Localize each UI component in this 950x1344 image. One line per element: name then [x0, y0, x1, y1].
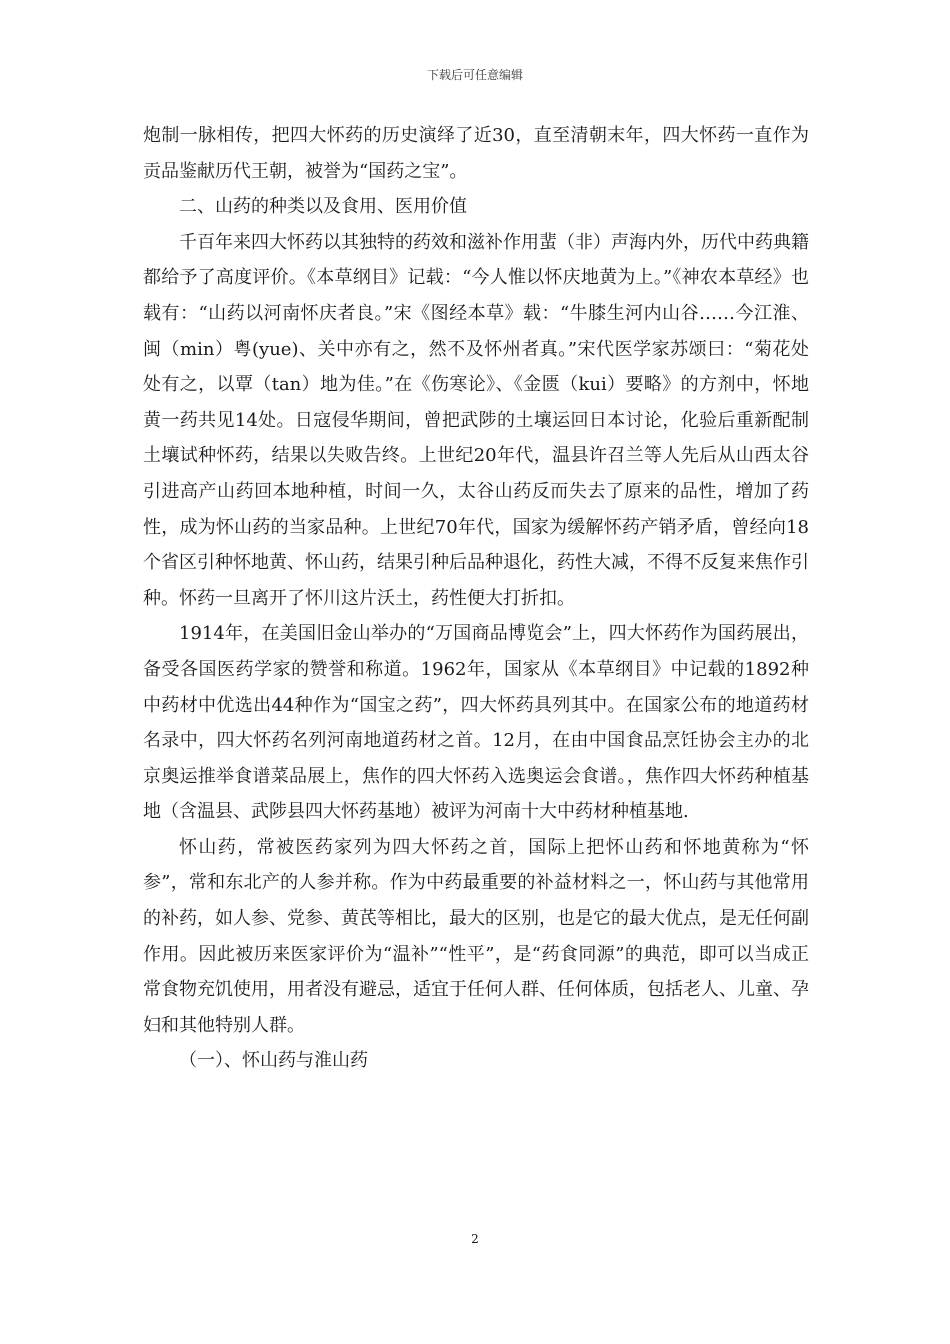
section-heading: 二、山药的种类以及食用、医用价值 — [179, 196, 467, 218]
subsection-heading: （一）、怀山药与淮山药 — [179, 1050, 368, 1072]
page-number: 2 — [471, 1232, 479, 1246]
paragraph-history: 千百年来四大怀药以其独特的药效和滋补作用蜚（非）声海内外，历代中药典籍都给予了高度评价。《本草纲目》记载：“今人惟以怀庆地黄为上。”《神农本草经》也载有：“山药以河南怀庆者良。”宋《图经本草》载：“牛膝生河内山谷……今江淮、闽（min）粤(yue)、关中亦有之，然不及怀州者真。”宋代医学家苏颂曰：“菊花处处有之，以覃（tan）地为佳。”在《伤寒论》、《金匮（kui）要略》的方剂中，怀地黄一药共见14处。日寇侵华期间，曾把武陟的土壤运回日本讨论，化验后重新配制土壤试种怀药，结果以失败告终。上世纪20年代，温县许召兰等人先后从山西太谷引进高产山药回本地种植，时间一久，太谷山药反而失去了原来的品性，增加了药性，成为怀山药的当家品种。上世纪70年代，国家为缓解怀药产销矛盾，曾经向18个省区引种怀地黄、怀山药，结果引种后品种退化，药性大减，不得不反复来焦作引种。怀药一旦离开了怀川这片沃土，药性便大打折扣。 — [143, 231, 809, 609]
paragraph-continued: 炮制一脉相传，把四大怀药的历史演绎了近30，直至清朝末年，四大怀药一直作为贡品鉴献历代王朝，被誉为“国药之宝”。 — [143, 125, 809, 182]
paragraph-expo: 1914年，在美国旧金山举办的“万国商品博览会”上，四大怀药作为国药展出，备受各国医药学家的赞誉和称道。1962年，国家从《本草纲目》中记载的1892种中药材中优选出44种作为“国宝之药”，四大怀药具列其中。在国家公布的地道药材名录中，四大怀药名列河南地道药材之首。12月，在由中国食品烹饪协会主办的北京奥运推举食谱菜品展上，焦作的四大怀药入选奥运会食谱。，焦作四大怀药种植基地（含温县、武陟县四大怀药基地）被评为河南十大中药材种植基地. — [143, 623, 809, 823]
paragraph-huaishanyao: 怀山药，常被医药家列为四大怀药之首，国际上把怀山药和怀地黄称为“怀参”，常和东北产的人参并称。作为中药最重要的补益材料之一，怀山药与其他常用的补药，如人参、党参、黄芪等相比，最大的区别，也是它的最大优点，是无任何副作用。因此被历来医家评价为“温补”“性平”，是“药食同源”的典范，即可以当成正常食物充饥使用，用者没有避忌，适宜于任何人群、任何体质，包括老人、儿童、孕妇和其他特别人群。 — [143, 836, 809, 1036]
body-text — [143, 118, 809, 1079]
page-header: 下载后可任意编辑 — [426, 68, 523, 82]
